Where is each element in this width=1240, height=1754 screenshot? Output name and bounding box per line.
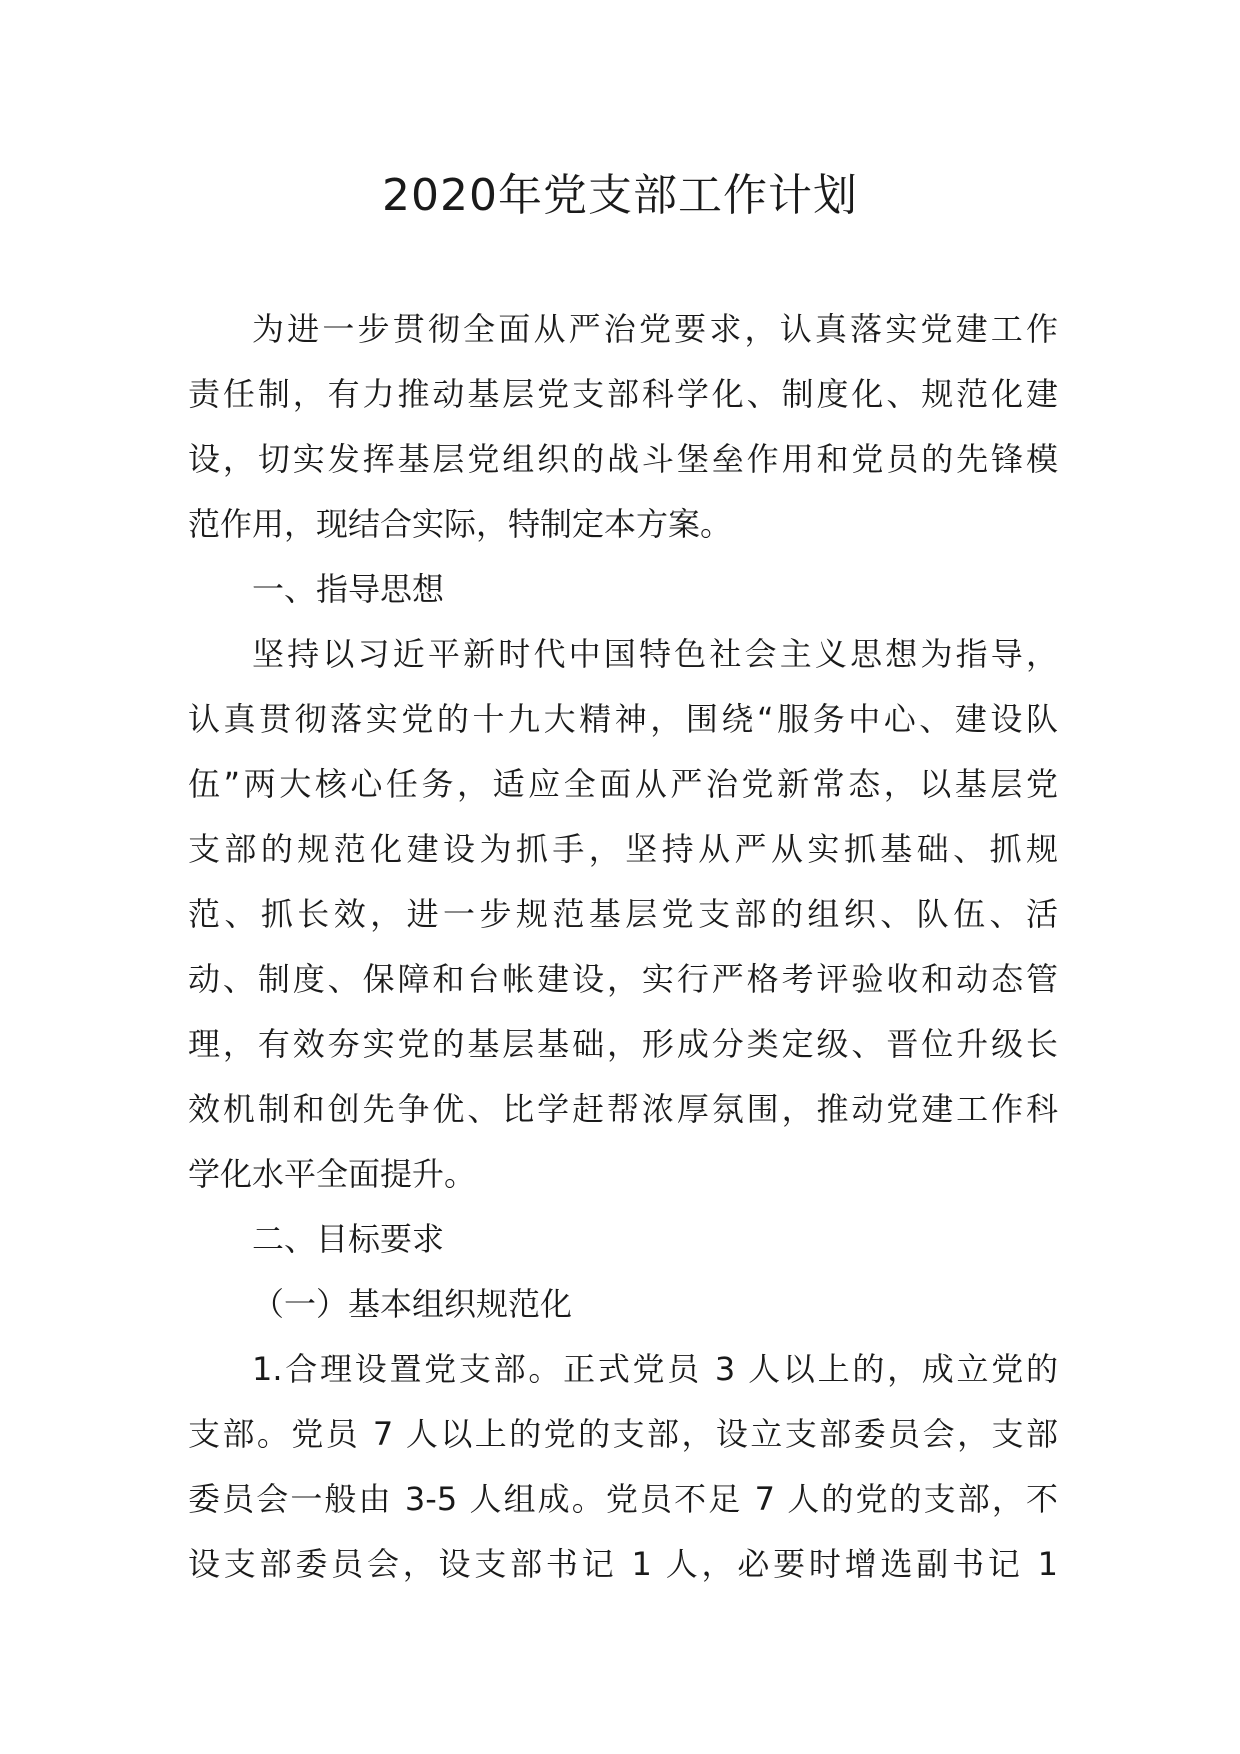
document-title: 2020年党支部工作计划	[382, 170, 858, 221]
paragraph-line: 责任制，有力推动基层党支部科学化、制度化、规范化建	[188, 375, 1058, 413]
paragraph-line: 范、抓长效，进一步规范基层党支部的组织、队伍、活	[188, 895, 1058, 933]
paragraph-line: 理，有效夯实党的基层基础，形成分类定级、晋位升级长	[188, 1025, 1058, 1063]
paragraph-line: 伍”两大核心任务，适应全面从严治党新常态，以基层党	[188, 765, 1058, 803]
section-heading: 一、指导思想	[252, 570, 445, 608]
paragraph-line: 认真贯彻落实党的十九大精神，围绕“服务中心、建设队	[188, 700, 1058, 738]
paragraph-line: 支部。党员 7 人以上的党的支部，设立支部委员会，支部	[188, 1415, 1058, 1453]
paragraph-line: 学化水平全面提升。	[188, 1155, 477, 1193]
subsection-heading: （一）基本组织规范化	[252, 1285, 573, 1323]
paragraph-line: 效机制和创先争优、比学赶帮浓厚氛围，推动党建工作科	[188, 1090, 1058, 1128]
paragraph-line: 坚持以习近平新时代中国特色社会主义思想为指导，	[252, 635, 1058, 673]
section-heading: 二、目标要求	[252, 1220, 445, 1258]
paragraph-line: 范作用，现结合实际，特制定本方案。	[188, 505, 733, 543]
paragraph-line: 支部的规范化建设为抓手，坚持从严从实抓基础、抓规	[188, 830, 1058, 868]
paragraph-line: 设，切实发挥基层党组织的战斗堡垒作用和党员的先锋模	[188, 440, 1058, 478]
paragraph-line: 委员会一般由 3-5 人组成。党员不足 7 人的党的支部，不	[188, 1480, 1058, 1518]
paragraph-line: 1.合理设置党支部。正式党员 3 人以上的，成立党的	[252, 1350, 1058, 1388]
paragraph-line: 动、制度、保障和台帐建设，实行严格考评验收和动态管	[188, 960, 1058, 998]
paragraph-line: 设支部委员会，设支部书记 1 人，必要时增选副书记 1	[188, 1545, 1058, 1583]
paragraph-line: 为进一步贯彻全面从严治党要求，认真落实党建工作	[252, 310, 1058, 348]
document-body	[188, 297, 1058, 1597]
